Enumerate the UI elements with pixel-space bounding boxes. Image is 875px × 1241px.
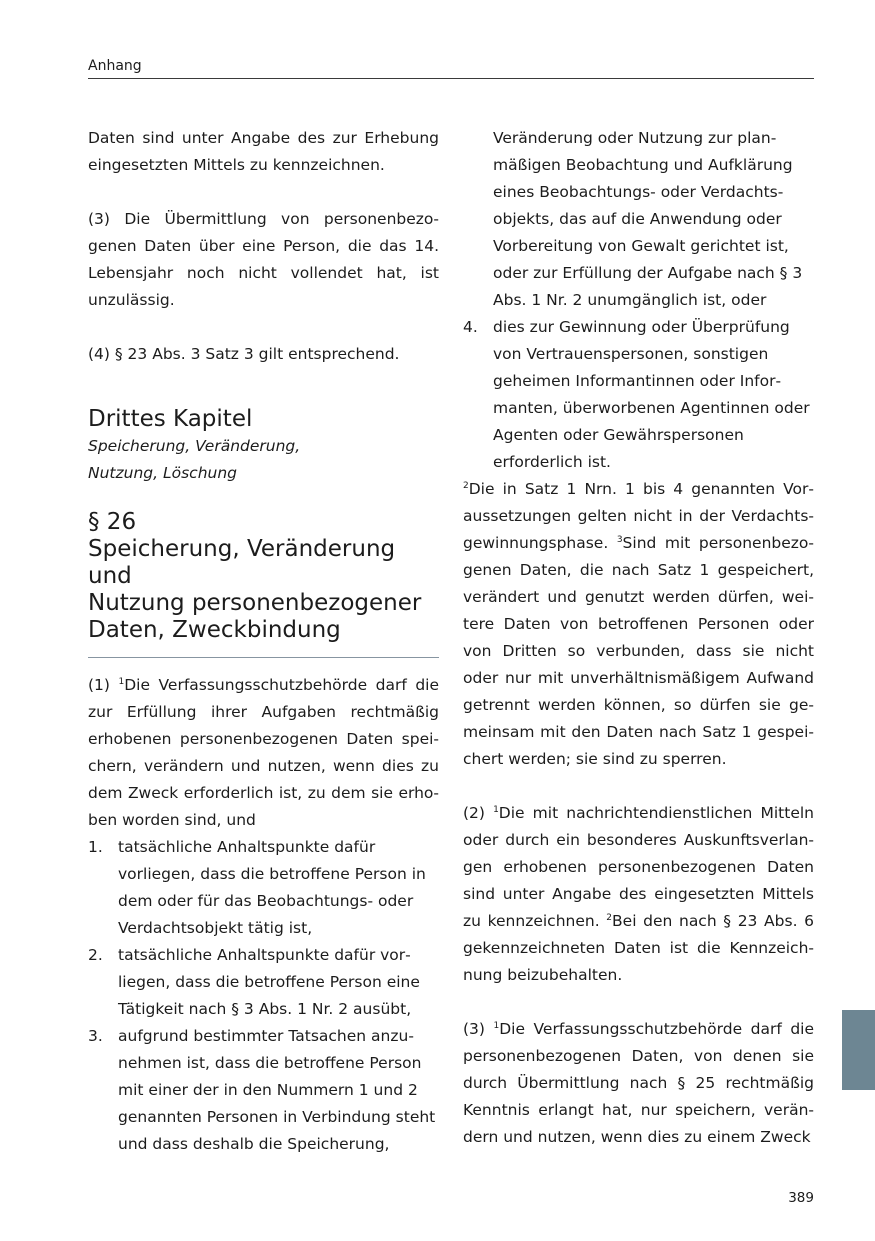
paragraph-intro: Daten sind unter Angabe des zur Erhebung eingesetzten Mittels zu kennzeichnen. <box>88 129 439 174</box>
sentence-text: Sind mit personenbezogenen Daten, die nach Satz 1 gespeichert, verändert und genutzt werden dürfen, weitere Daten von betroffenen Personen oder von Dritten so verbunden, dass sie nicht oder nur mit unverhältnismäßigem Aufwand getrennt werden können, so dürfen sie gemeinsam mit den Daten nach Satz 1 gespeichert werden; sie sind zu sperren. <box>463 534 814 768</box>
section-heading <box>88 509 439 658</box>
list-item <box>463 314 814 476</box>
chapter-title: Drittes Kapitel <box>88 406 253 432</box>
list-item-text: dies zur Gewinnung oder Überprüfung von Vertrauenspersonen, sonstigen geheimen Informantinnen oder Informanten, überworbenen Agentinnen oder Agenten oder Gewährspersonen erforderlich ist. <box>493 318 810 471</box>
subsection-3 <box>463 1016 814 1151</box>
chapter-side-tab <box>842 1010 875 1090</box>
section-number: § 26 <box>88 509 137 535</box>
paragraph-3: (3) Die Übermittlung von personenbezogenen Daten über eine Person, die das 14. Lebensjahr noch nicht vollendet hat, ist unzulässig. <box>88 210 439 309</box>
sentence-marker: 2 <box>463 481 469 491</box>
section-title-line-2: Nutzung personenbezogener <box>88 590 422 616</box>
list-item <box>88 834 439 942</box>
list-item-number: 2. <box>88 946 103 964</box>
chapter-subtitle-line-2: Nutzung, Löschung <box>88 464 237 482</box>
section-title-line-3: Daten, Zweckbindung <box>88 617 341 643</box>
list-item-text: tatsächliche Anhaltspunkte dafür vorliegen, dass die betroffene Person eine Tätigkeit nach § 3 Abs. 1 Nr. 2 ausübt, <box>118 946 420 1018</box>
subsection-1-sentences-2-3 <box>463 476 814 773</box>
sentence-marker: 2 <box>606 913 613 923</box>
subsection-2-label: (2) <box>463 804 494 822</box>
subsection-1 <box>88 672 439 834</box>
sentence-marker: 3 <box>616 535 623 545</box>
sentence-marker: 1 <box>118 677 125 687</box>
list-item-3-continuation: Veränderung oder Nutzung zur planmäßigen Beobachtung und Aufklärung eines Beobachtungs- oder Verdachtsobjekts, das auf die Anwendung oder Vorbereitung von Gewalt gerichtet ist, oder zur Erfüllung der Aufgabe nach § 3 Abs. 1 Nr. 2 unumgänglich ist, oder <box>493 129 803 309</box>
list-item-number: 1. <box>88 838 103 856</box>
list-item-text: tatsächliche Anhaltspunkte dafür vorliegen, dass die betroffene Person in dem oder für das Beobachtungs- oder Verdachtsobjekt tätig ist, <box>118 838 426 937</box>
condition-list <box>88 834 439 1158</box>
sentence-text: Bei den nach § 23 Abs. 6 gekennzeichneten Daten ist die Kennzeichnung beizubehalten. <box>463 912 815 984</box>
sentence-text: Die Verfassungsschutzbehörde darf die personenbezogenen Daten, von denen sie durch Übermittlung nach § 25 rechtmäßig Kenntnis erlangt hat, nur speichern, verändern und nutzen, wenn dies zu einem Zweck <box>463 1020 814 1146</box>
sentence-marker: 1 <box>493 805 499 815</box>
list-item <box>88 942 439 1023</box>
page-number: 389 <box>788 1190 814 1206</box>
right-column <box>463 125 814 1151</box>
chapter-subtitle-line-1: Speicherung, Veränderung, <box>88 437 301 455</box>
subsection-1-text: Die Verfassungsschutzbehörde darf die zur Erfüllung ihrer Aufgaben rechtmäßig erhobenen personenbezogenen Daten speichern, verändern und nutzen, wenn dies zu dem Zweck erforderlich ist, zu dem sie erhoben worden sind, und <box>88 676 439 829</box>
list-item-number: 3. <box>88 1027 103 1045</box>
list-item <box>88 1023 439 1158</box>
sentence-marker: 1 <box>493 1021 500 1031</box>
subsection-2 <box>463 800 814 989</box>
running-header: Anhang <box>88 57 814 79</box>
subsection-1-label: (1) <box>88 676 119 694</box>
list-item-number: 4. <box>463 318 478 336</box>
list-item-text: aufgrund bestimmter Tatsachen anzunehmen ist, dass die betroffene Person mit einer der in den Nummern 1 und 2 genannten Personen in Verbindung steht und dass deshalb die Speicherung, <box>118 1027 436 1153</box>
sentence-text: Die in Satz 1 Nrn. 1 bis 4 genannten Voraussetzungen gelten nicht in der Verdachtsgewinnungsphase. <box>463 480 814 552</box>
subsection-3-label: (3) <box>463 1020 494 1038</box>
paragraph-4: (4) § 23 Abs. 3 Satz 3 gilt entsprechend. <box>88 345 400 363</box>
section-title-line-1: Speicherung, Veränderung und <box>88 536 396 589</box>
left-column <box>88 125 439 1158</box>
condition-list-continued <box>463 314 814 476</box>
sentence-text: Die mit nachrichtendienstlichen Mitteln oder durch ein besonderes Auskunftsverlangen erhobenen personenbezogenen Daten sind unter Angabe des eingesetzten Mittels zu kennzeichnen. <box>463 804 814 930</box>
